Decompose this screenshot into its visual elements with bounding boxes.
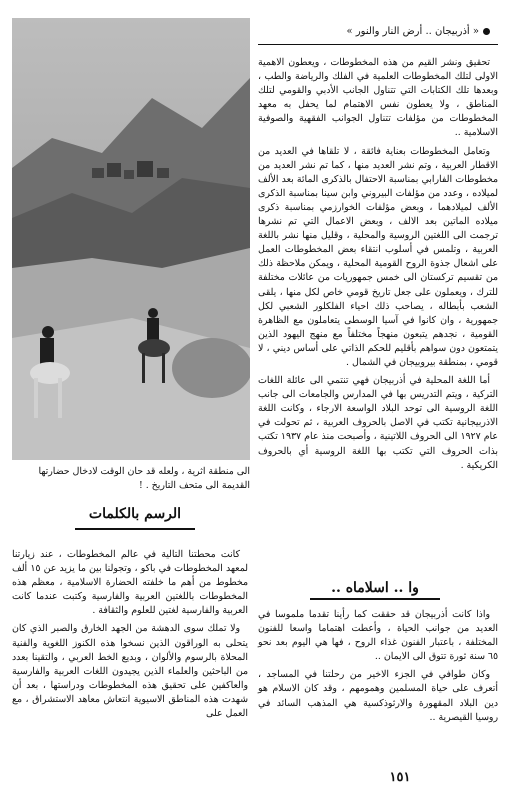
right-column-text [258,56,498,477]
paragraph: أما اللغة المحلية في أذربيجان فهي تنتمي الى عائلة اللغات التركية ، ويتم التدريس بها في المدارس والجامعات الى جانب اللغة الروسية الى توحد البلاد الواسعة الارجاء ، وكانت اللغة الاذربيجانية تكتب في الاصل بالحروف العربية ، ثم تحولت في عام ١٩٢٧ الى الحروف اللاتينية ، وأصبحت منذ عام ١٩٣٧ تكتب بذات الحروف التي تكتب بها اللغة الروسية أي بالحروف الكريكية . [258,375,498,471]
heading-underline [310,598,440,600]
right-column-bottom-text [258,608,498,729]
paragraph: وتعامل المخطوطات بعناية فائقة ، لا تلقاها في العديد من الاقطار العربية ، وتم نشر العديد منها ، كما تم نشر العديد من مخطوطات الفارابي بمناسبة الاحتفال بالذكرى المائة بعد الألف لميلاده ، وعدد من مؤلفات البيروني وابن سينا بمناسبة الذكرى الألف لميلادهما ، وبعض مؤلفات الخوارزمي بمناسبة ذكرى ميلاده الماتين بعد الالف ، وبعض الاعمال التي تم نشرها ترجمت الى اللغتين الروسية والمحلية ، وقليل منها نشر باللغة العربية ، وتلمس في أسلوب انتقاء بعض المخطوطات العمل على اشعال جذوة الروح القومية المحلية ، ويمكن ملاحظة ذلك من تقسيم تركستان الى خمس جمهوريات من عائلات مختلفة للترك ، ويعملون على جعل تاريخ قومي خاص لكل منها ، يلقى الشعب بأبطاله ، يصاحب ذلك احياء الفلكلور الشعبي لكل جمهورية ، وان كانوا في آسيا الوسطى يتعاملون مع الظاهرة القومية ، نجدهم يتبعون منهجاً مختلفاً مع منهج اليهود الذين يتمتعون دون سواهم بأقليم للحكم الذاتي على أساس ديني ، لا قومي ، بمنطقة بيروبيجان في الشمال . [258,145,498,368]
paragraph: واذا كانت أذربيجان قد حققت كما رأينا تقدما ملموسا في العديد من جوانب الحياة ، وأعطت اهتماما واسعا للفنون المختلفة ، باعتبار الفنون غذاء الروح ، فها هي اليوم بعد نحو ٦٥ سنة ثورة تتوق الى الايمان .. [258,609,498,663]
photo-illustration-icon [12,18,250,460]
paragraph: كانت محطتنا التالية في عالم المخطوطات ، عند زيارتنا لمعهد المخطوطات في باكو ، وتجولنا بين ما يزيد عن ١٥ ألف مخطوط من أهم ما خلفته الحضارة الاسلامية ، معظم هذه المخطوطات باللغتين العربية والفارسية وكتبت عندما كانت العربية والفارسية لغتين للعلوم والثقافة . [12,549,248,617]
running-header [300,26,490,37]
heading-underline [75,528,195,530]
left-column-text [12,548,248,725]
paragraph: تحقيق ونشر القيم من هذه المخطوطات ، ويعطون الاهمية الاولى لتلك المخطوطات العلمية في الفلك والرياضة والطب ، وبعدها تلك الكتابات التي تتناول الجانب الأدبي والقومي لتلك المناطق ، ولا يعطون نفس الاهتمام لما يحفل به معهد المخطوطات من مؤلفات تتناول الجوانب الفقهية والصوفية الاسلامية .. [258,57,498,139]
section-heading-islam: وا .. اسلاماه .. [331,580,419,596]
photo-caption: الى منطقة اثرية ، ولعله قد حان الوقت لادخال حضارتها القديمة الى متحف التاريخ . ! [38,466,250,491]
mountain-village-photo [12,18,250,460]
paragraph: ولا تملك سوى الدهشة من الجهد الخارق والصبر الذي كان يتحلى به الوراقون الذين نسخوا هذه الكنوز اللغوية والفنية المحلاة بالرسوم والألوان ، وبديع الخط العربي ، والتقينا بعدد من الباحثين والعلماء الذين يجيدون اللغات العربية والفارسية والعاكفين على تحقيق هذه المخطوطات ودراستها ، بعد أن شهدت هذه المناطق الاسيوية انتعاش معاهد الاستشراق ، مع العمل على [12,623,248,720]
bullet-icon [483,28,490,35]
running-title: « أذربيجان .. أرض النار والنور » [346,26,479,37]
paragraph: وكان طوافي في الجزء الاخير من رحلتنا في المساجد ، أتعرف على حياة المسلمين وهمومهم ، وقد كان الاسلام هو دين البلاد المقهورة والارثوذكسية هي المذهب السائد في روسيا القيصرية .. [258,669,498,723]
page-number: ١٥١ [389,770,411,785]
section-heading-rasm: الرسم بالكلمات [88,506,182,522]
header-rule [258,44,498,45]
